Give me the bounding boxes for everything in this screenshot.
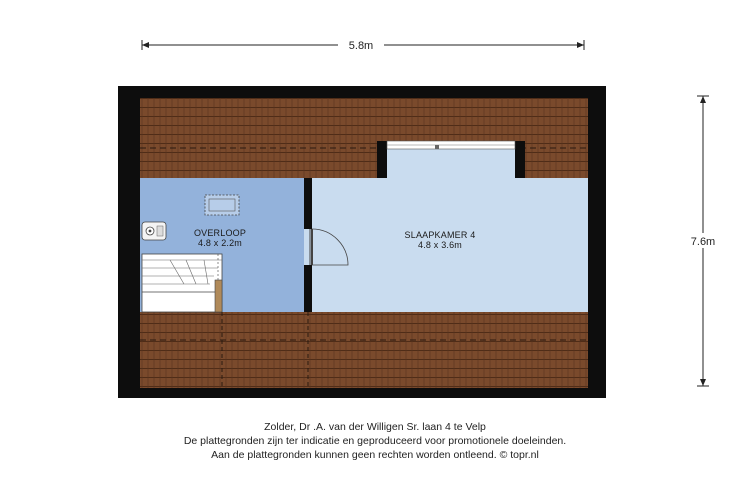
skylight-icon — [205, 195, 239, 215]
room-size-bedroom: 4.8 x 3.6m — [417, 240, 463, 250]
caption — [0, 420, 750, 462]
room-label-landing: OVERLOOP — [193, 228, 247, 238]
width-label: 5.8m — [348, 40, 374, 52]
room-label-bedroom: SLAAPKAMER 4 — [404, 230, 476, 240]
room-size-landing: 4.8 x 2.2m — [197, 238, 243, 248]
caption-address: Zolder, Dr .A. van der Willigen Sr. laan 4 te Velp — [264, 421, 486, 433]
height-label: 7.6m — [690, 236, 716, 248]
roof-slope-bottom — [140, 312, 588, 388]
width-dimension — [142, 37, 584, 52]
boiler-icon — [142, 222, 166, 240]
caption-disclaimer: De plattegronden zijn ter indicatie en geproduceerd voor promotionele doeleinden. — [183, 435, 567, 447]
dormer — [377, 141, 525, 178]
caption-rights: Aan de plattegronden kunnen geen rechten worden ontleend. © topr.nl — [211, 449, 539, 461]
height-dimension — [685, 96, 721, 386]
